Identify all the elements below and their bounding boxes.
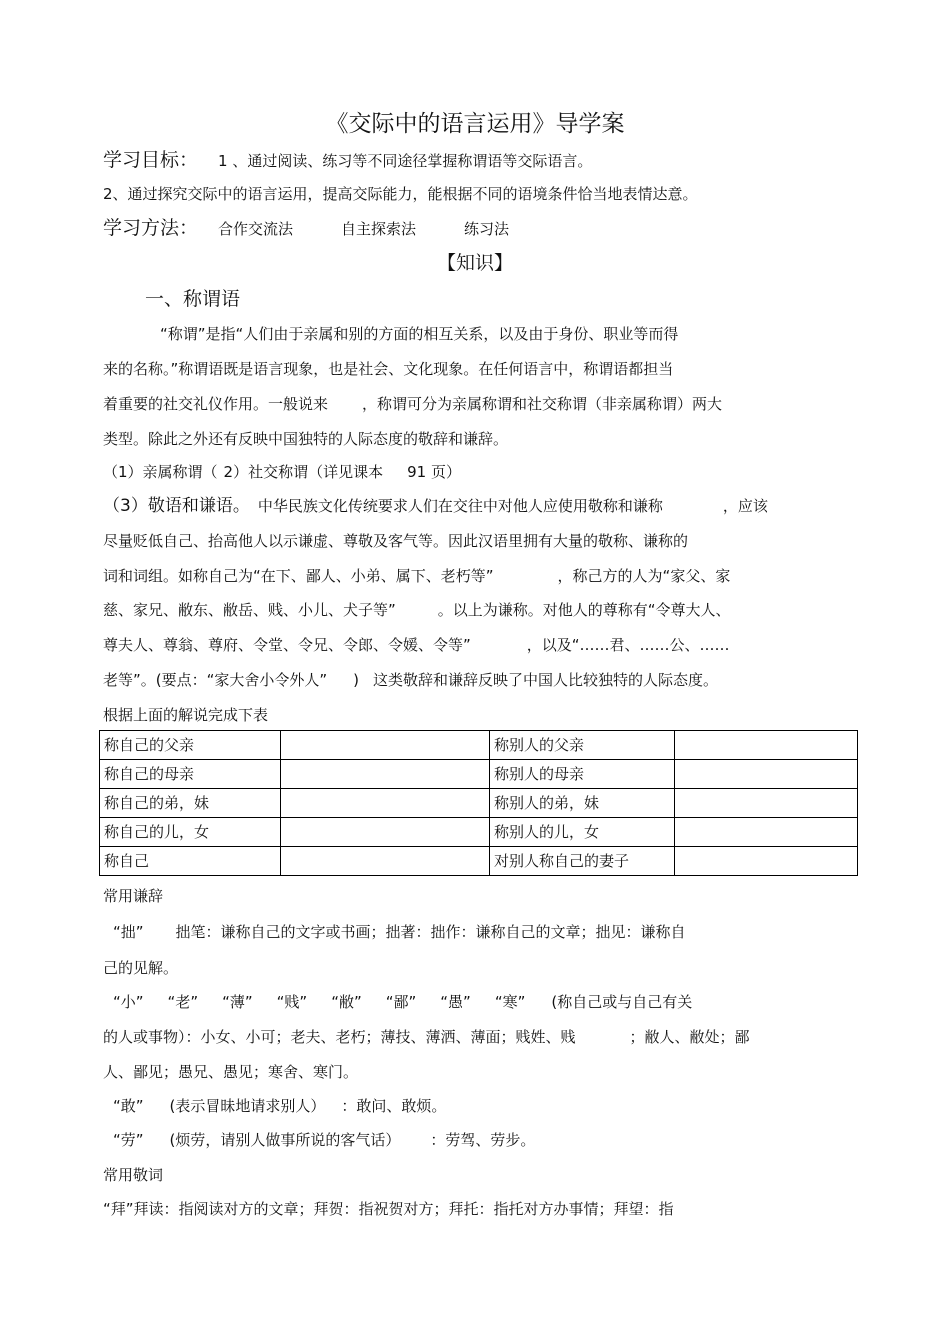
humble-keys-line-2a: 的人或事物）：小女、小可；老夫、老朽；薄技、薄洒、薄面；贱姓、贱	[103, 1028, 576, 1046]
table-cell: 称自己的母亲	[100, 760, 281, 789]
methods-label: 学习方法：	[103, 217, 199, 239]
table-cell: 称自己的弟，妹	[100, 789, 281, 818]
table-row	[100, 818, 858, 847]
methods-line	[103, 218, 509, 239]
humble-key: “鄙”	[385, 993, 417, 1011]
humble-key: “薄”	[222, 993, 253, 1011]
para2-line-1	[103, 496, 768, 516]
table-row	[100, 847, 858, 876]
respect-heading: 常用敬词	[103, 1166, 164, 1184]
humble-key: “敝”	[331, 993, 362, 1011]
para2-line-4b: 。以上为谦称。对他人的尊称有“令尊大人、	[437, 601, 731, 619]
humble-key: “贱”	[276, 993, 308, 1011]
answer-cell[interactable]	[675, 818, 858, 847]
para2-line-5	[103, 635, 730, 655]
table-cell: 对别人称自己的妻子	[490, 847, 675, 876]
para2-line-4a: 慈、家兄、敝东、敝岳、贱、小儿、犬子等”	[103, 601, 396, 619]
appellation-table	[99, 730, 858, 876]
objectives-line-1	[103, 150, 592, 171]
para2-line-3	[103, 566, 730, 586]
section-heading-appellation: 一、称谓语	[145, 288, 241, 310]
answer-cell[interactable]	[675, 789, 858, 818]
humble-heading: 常用谦辞	[103, 887, 164, 905]
humble-key: “小”	[113, 993, 144, 1011]
method-1: 合作交流法	[218, 220, 294, 238]
table-cell: 称别人的弟，妹	[490, 789, 675, 818]
humble-gan-line	[113, 1096, 446, 1116]
answer-cell[interactable]	[675, 847, 858, 876]
humble-key: “老”	[167, 993, 199, 1011]
table-row	[100, 760, 858, 789]
objective-1: 1 、通过阅读、练习等不同途径掌握称谓语等交际语言。	[218, 152, 593, 170]
table-row	[100, 789, 858, 818]
table-row	[100, 731, 858, 760]
table-cell: 称别人的儿，女	[490, 818, 675, 847]
type-kinship: （1）亲属称谓（	[103, 463, 218, 481]
para1-line-1: “称谓”是指“人们由于亲属和别的方面的相互关系，以及由于身份、职业等而得	[160, 325, 679, 343]
para1-line-2: 来的名称。”称谓语既是语言现象，也是社会、文化现象。在任何语言中，称谓语都担当	[103, 360, 674, 378]
para2-line-1a: 中华民族文化传统要求人们在交往中对他人应使用敬称和谦称	[257, 497, 663, 515]
table-cell: 称别人的父亲	[490, 731, 675, 760]
humble-zhuo-line	[113, 922, 686, 942]
humble-key: “愚”	[440, 993, 471, 1011]
answer-cell[interactable]	[281, 789, 490, 818]
humble-lao-line	[113, 1130, 535, 1150]
answer-cell[interactable]	[281, 818, 490, 847]
para2-line-3a: 词和词组。如称自己为“在下、鄙人、小弟、属下、老朽等”	[103, 567, 494, 585]
para2-line-4	[103, 600, 731, 620]
humble-keys-line-3: 人、鄙见；愚兄、愚见；寒舍、寒门。	[103, 1063, 359, 1081]
para2-line-2: 尽量贬低自己、抬高他人以示谦虚、尊敬及客气等。因此汉语里拥有大量的敬称、谦称的	[103, 532, 689, 550]
humble-zhuo-line-2: 己的见解。	[103, 959, 179, 977]
table-cell: 称自己的父亲	[100, 731, 281, 760]
answer-cell[interactable]	[675, 731, 858, 760]
type-page-ref: 91 页）	[407, 463, 461, 481]
objective-2: 2、通过探究交际中的语言运用，提高交际能力，能根据不同的语境条件恰当地表情达意。	[103, 185, 698, 203]
humble-key-gan: “敢”	[113, 1097, 144, 1115]
table-cell: 称自己的儿，女	[100, 818, 281, 847]
para2-line-6a: 老等”。(要点：“家大舍小令外人”	[103, 671, 328, 689]
humble-lao-words: ：劳驾、劳步。	[430, 1131, 536, 1149]
para2-line-1b: ，应该	[722, 497, 768, 515]
humble-lao-desc: (烦劳，请别人做事所说的客气话）	[169, 1131, 401, 1149]
para1-line-3b: ，称谓可分为亲属称谓和社交称谓（非亲属称谓）两大	[362, 395, 723, 413]
para2-line-5b: ，以及“……君、……公、……	[526, 636, 730, 654]
para1-line-4: 类型。除此之外还有反映中国独特的人际态度的敬辞和谦辞。	[103, 430, 509, 448]
answer-cell[interactable]	[675, 760, 858, 789]
humble-gan-desc: (表示冒昧地请求别人）	[169, 1097, 326, 1115]
knowledge-heading: 【知识】	[436, 252, 513, 274]
method-3: 练习法	[464, 220, 510, 238]
para1-line-3	[103, 394, 722, 414]
para2-line-6c: 这类敬辞和谦辞反映了中国人比较独特的人际态度。	[373, 671, 719, 689]
para2-line-6	[103, 670, 718, 690]
para1-line-3a: 着重要的社交礼仪作用。一般说来	[103, 395, 329, 413]
table-intro: 根据上面的解说完成下表	[103, 706, 269, 724]
type-social: 2）社交称谓（详见课本	[223, 463, 384, 481]
answer-cell[interactable]	[281, 760, 490, 789]
method-2: 自主探索法	[341, 220, 417, 238]
humble-zhuo-text: 拙笔：谦称自己的文字或书画；拙著：拙作：谦称自己的文章；拙见：谦称自	[175, 923, 686, 941]
para2-heading: （3）敬语和谦语。	[103, 496, 250, 516]
table-cell: 称别人的母亲	[490, 760, 675, 789]
respect-line: “拜”拜读：指阅读对方的文章；拜贺：指祝贺对方；拜托：指托对方办事情；拜望：指	[103, 1200, 674, 1218]
page-title: 《交际中的语言运用》导学案	[325, 111, 625, 137]
para2-line-3b: ，称己方的人为“家父、家	[557, 567, 731, 585]
humble-key: “寒”	[494, 993, 526, 1011]
humble-key-lao: “劳”	[113, 1131, 144, 1149]
humble-keys-line-2	[103, 1027, 750, 1047]
types-line	[103, 462, 461, 482]
answer-cell[interactable]	[281, 731, 490, 760]
humble-keys-line-2b: ；敝人、敝处；鄙	[629, 1028, 750, 1046]
answer-cell[interactable]	[281, 847, 490, 876]
table-cell: 称自己	[100, 847, 281, 876]
humble-key-zhuo: “拙”	[113, 923, 144, 941]
humble-keys-line	[113, 992, 692, 1012]
humble-keys-tail: (称自己或与自己有关	[551, 993, 693, 1011]
para2-line-6b: )	[353, 671, 360, 689]
humble-gan-words: ：敢问、敢烦。	[341, 1097, 447, 1115]
objectives-label: 学习目标：	[103, 149, 199, 171]
para2-line-5a: 尊夫人、尊翁、尊府、令堂、令兄、令郎、令媛、令等”	[103, 636, 471, 654]
